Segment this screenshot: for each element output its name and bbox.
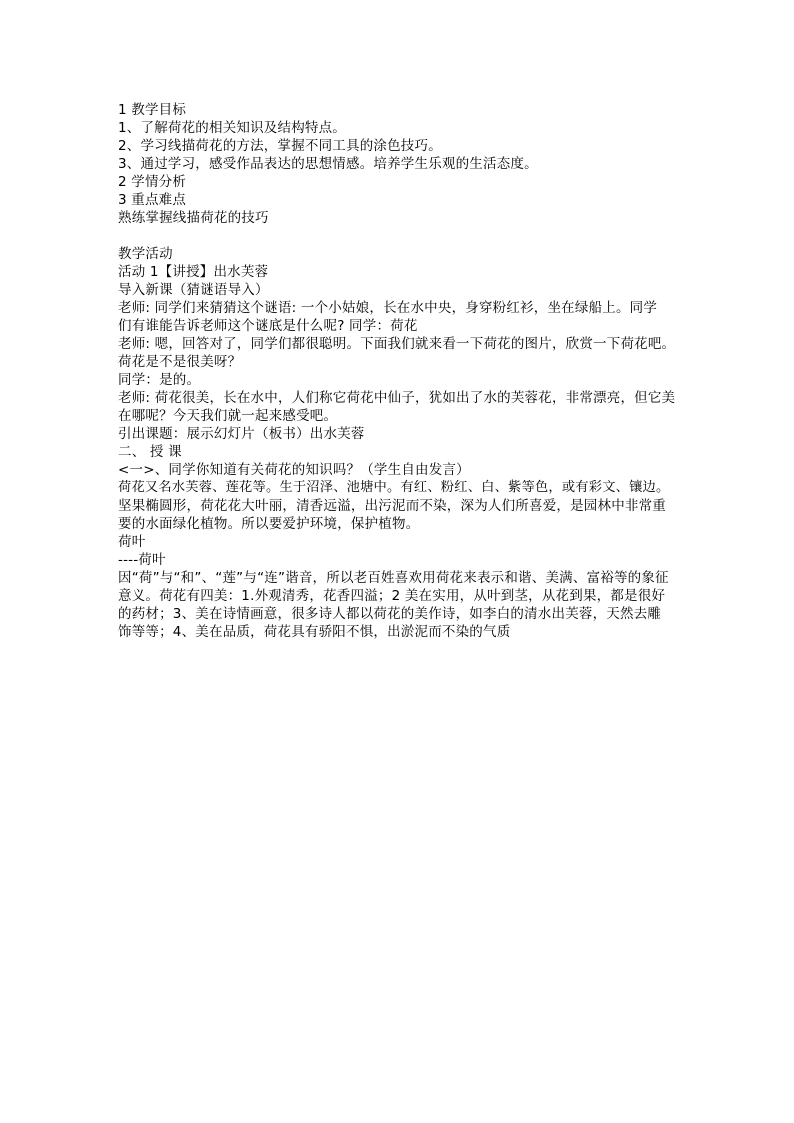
paragraph-line: 饰等等；4、美在品质，荷花具有骄阳不惧，出淤泥而不染的气质 <box>118 624 511 640</box>
paragraph-line: 荷花又名水芙蓉、莲花等。生于沼泽、池塘中。有红、粉红、白、紫等色，或有彩文、镶边。 <box>118 480 670 495</box>
key-point-text: 熟练掌握线描荷花的技巧 <box>118 210 269 226</box>
activity-1-title: 活动 1【讲授】出水芙蓉 <box>118 264 269 280</box>
paragraph-line: 老师: 荷花很美，长在水中，人们称它荷花中仙子，犹如出了水的芙蓉花，非常漂亮，但它美 <box>118 390 676 406</box>
intro-heading: 导入新课（猜谜语导入） <box>118 282 269 298</box>
paragraph-line: 老师: 嗯，回答对了，同学们都很聪明。下面我们就来看一下荷花的图片，欣赏一下荷花吧。 <box>118 336 676 352</box>
paragraph-line: <一>、同学你知道有关荷花的知识吗？（学生自由发言） <box>118 462 470 478</box>
blank-line <box>118 227 678 245</box>
heading-teaching-goals: 1 教学目标 <box>118 102 187 118</box>
paragraph-line: 的药材；3、美在诗情画意，很多诗人都以荷花的美作诗，如李白的清水出芙蓉，天然去雕 <box>118 606 662 622</box>
goal-item-3: 3、通过学习，感受作品表达的思想情感。培养学生乐观的生活态度。 <box>118 156 538 172</box>
paragraph-line: 引出课题：展示幻灯片（板书）出水芙蓉 <box>118 426 365 442</box>
paragraph-line: 同学：是的。 <box>118 372 201 388</box>
goal-item-2: 2、学习线描荷花的方法，掌握不同工具的涂色技巧。 <box>118 138 442 154</box>
paragraph-line: 在哪呢？今天我们就一起来感受吧。 <box>118 408 338 424</box>
paragraph-line: 老师: 同学们来猜猜这个谜语: 一个小姑娘，长在水中央，身穿粉红衫，坐在绿船上。同学 <box>118 300 658 316</box>
paragraph-line: 荷花是不是很美呀？ <box>118 354 242 370</box>
paragraph-line: 因“荷”与“和”、“莲”与“连”谐音，所以老百姓喜欢用荷花来表示和谐、美满、富裕等的象征 <box>118 570 669 586</box>
heading-teaching-activity: 教学活动 <box>118 246 173 262</box>
paragraph-line: 们有谁能告诉老师这个谜底是什么呢? 同学：荷花 <box>118 318 418 334</box>
paragraph-line: ----荷叶 <box>118 552 166 568</box>
paragraph-line: 荷叶 <box>118 534 146 550</box>
heading-key-points: 3 重点难点 <box>118 192 187 208</box>
goal-item-1: 1、了解荷花的相关知识及结构特点。 <box>118 120 346 136</box>
paragraph-line: 坚果椭圆形，荷花花大叶丽，清香远溢，出污泥而不染，深为人们所喜爱，是园林中非常重 <box>118 498 666 514</box>
paragraph-line: 要的水面绿化植物。所以要爱护环境，保护植物。 <box>118 516 420 532</box>
document-body <box>118 101 678 641</box>
section-heading-teaching: 二、 授 课 <box>118 444 182 460</box>
heading-student-analysis: 2 学情分析 <box>118 174 187 190</box>
paragraph-line: 意义。荷花有四美：1.外观清秀，花香四溢；2 美在实用，从叶到茎，从花到果，都是很好 <box>118 588 666 604</box>
